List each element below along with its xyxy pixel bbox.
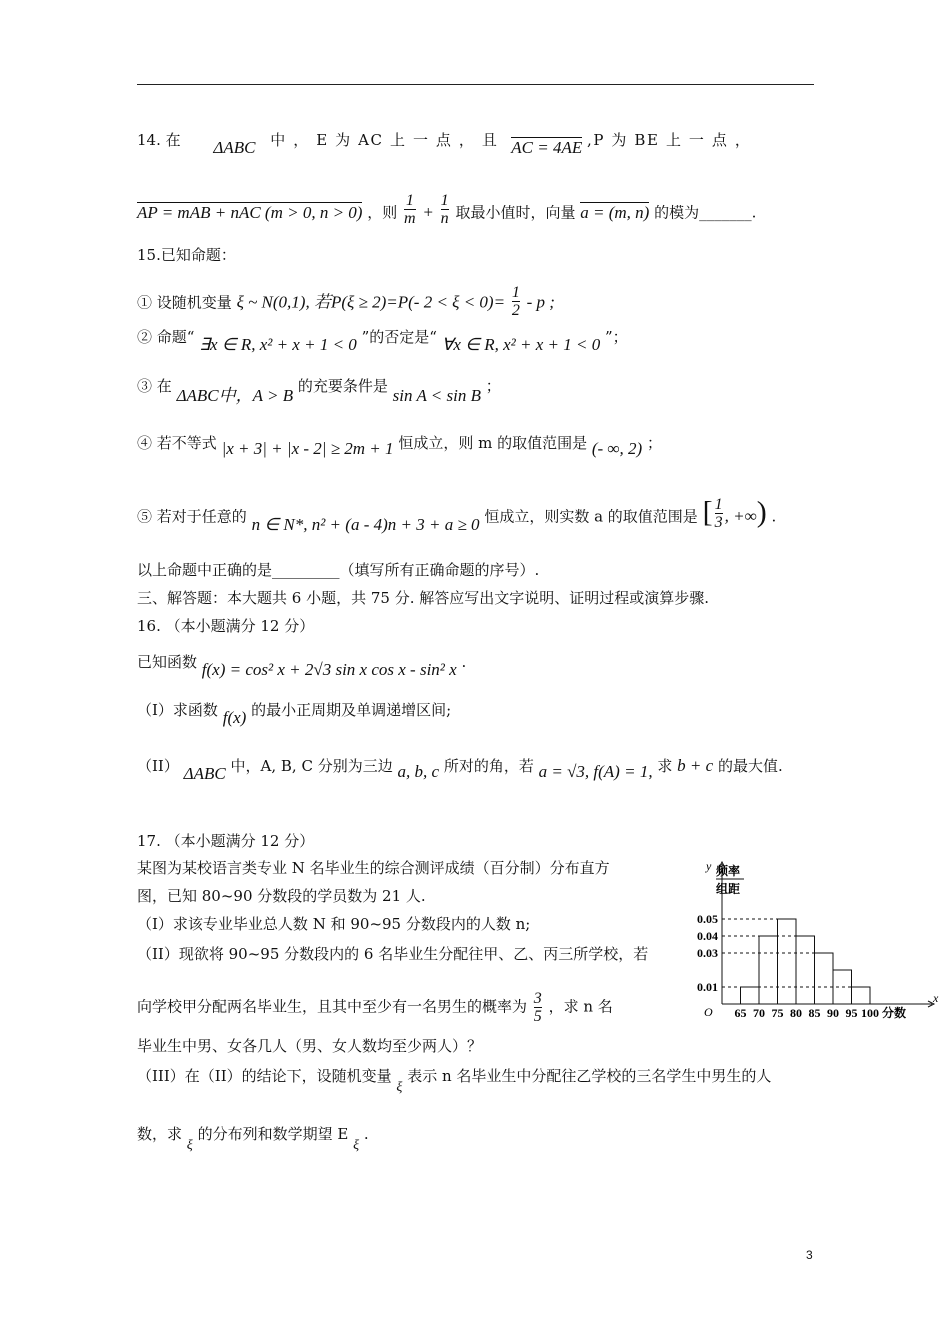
triangle-abc: ΔABC bbox=[183, 764, 226, 783]
q16-text: 求 bbox=[657, 757, 673, 775]
item-text: ① 设随机变量 bbox=[137, 293, 232, 312]
q14-line2 bbox=[137, 192, 757, 231]
y-tick-label: 0.04 bbox=[697, 929, 718, 943]
q16-text: （I）求函数 bbox=[137, 701, 218, 719]
vector-ap-equation: AP = mAB + nAC (m > 0, n > 0) bbox=[137, 202, 363, 222]
q16-line1 bbox=[137, 652, 467, 679]
given-condition: a = √3, f(A) = 1, bbox=[538, 762, 653, 781]
q17-heading: 17. （本小题满分 12 分） bbox=[137, 832, 315, 850]
item-text: 恒成立，则 m 的取值范围是 bbox=[398, 434, 588, 452]
function-definition: f(x) = cos² x + 2√3 sin x cos x - sin² x bbox=[201, 660, 457, 679]
y-label-bottom: 组距 bbox=[716, 882, 741, 896]
y-tick-label: 0.03 bbox=[697, 946, 718, 960]
item-text: ； bbox=[647, 434, 663, 452]
histogram-bar-80 bbox=[796, 936, 815, 1004]
item-math: n ∈ N*, n² + (a - 4)n + 3 + a ≥ 0 bbox=[251, 514, 480, 534]
y-tick-label: 0.01 bbox=[697, 980, 718, 994]
item-math: |x + 3| + |x - 2| ≥ 2m + 1 bbox=[221, 439, 394, 458]
right-paren: ) bbox=[756, 495, 767, 529]
q15-item2 bbox=[137, 327, 628, 354]
item-math: ξ ~ N(0,1), 若P(ξ ≥ 2)=P(- 2 < ξ < 0)= bbox=[236, 292, 506, 312]
fraction-1-3: $\frac{1}{3}$ bbox=[714, 496, 723, 531]
origin-label: O bbox=[704, 1005, 713, 1019]
q17-text: 向学校甲分配两名毕业生，且其中至少有一名男生的概率为 bbox=[137, 997, 528, 1016]
q14-answer-blank: 的模为_______. bbox=[654, 203, 757, 222]
x-tick-label: 90 bbox=[827, 1006, 839, 1020]
q16-text: . bbox=[461, 653, 467, 671]
q15-item1 bbox=[137, 286, 555, 321]
xi-symbol: ξ bbox=[186, 1138, 193, 1153]
item-math: ΔABC中，A > B bbox=[176, 386, 294, 405]
item-text: ”的否定是“ bbox=[361, 328, 437, 346]
x-tick-label: 80 bbox=[790, 1006, 802, 1020]
q16-part1 bbox=[137, 700, 452, 727]
histogram-bar-70 bbox=[759, 936, 778, 1004]
q17-text: ，求 n 名 bbox=[548, 997, 613, 1016]
target-sum: b + c bbox=[677, 756, 714, 775]
header-rule bbox=[137, 84, 814, 85]
x-tick-label: 85 bbox=[808, 1006, 821, 1020]
q16-text: （II） bbox=[137, 757, 179, 775]
q17-line1: 某图为某校语言类专业 N 名毕业生的综合测评成绩（百分制）分布直方 bbox=[137, 859, 610, 877]
q17-line3: （I）求该专业毕业总人数 N 和 90~95 分数段内的人数 n; bbox=[137, 915, 531, 933]
x-axis-letter: x bbox=[933, 991, 939, 1005]
q14-line1 bbox=[137, 130, 752, 157]
function-fx: f(x) bbox=[222, 708, 247, 727]
item-text: . bbox=[771, 507, 777, 526]
y-tick-label: 0.05 bbox=[697, 912, 718, 926]
fraction-1-over-m: $\frac{1}{m}$ bbox=[404, 192, 416, 227]
q15-item5 bbox=[137, 495, 777, 535]
x-tick-label: 75 bbox=[771, 1006, 784, 1020]
q17-text: . bbox=[363, 1125, 369, 1143]
q17-line4: （II）现欲将 90~95 分数段内的 6 名毕业生分配往甲、乙、丙三所学校，若 bbox=[137, 945, 649, 963]
x-tick-label: 95 bbox=[845, 1006, 858, 1020]
xi-symbol: ξ bbox=[353, 1138, 360, 1153]
q16-text: 的最大值. bbox=[717, 757, 783, 775]
q17-text: （III）在（II）的结论下，设随机变量 bbox=[137, 1067, 392, 1085]
x-tick-label: 70 bbox=[753, 1006, 765, 1020]
q17-text: 表示 n 名毕业生中分配往乙学校的三名学生中男生的人 bbox=[407, 1067, 772, 1085]
x-tick-label: 100 bbox=[861, 1006, 879, 1020]
q17-line5 bbox=[137, 990, 613, 1025]
q15-answer: 以上命题中正确的是_________（填写所有正确命题的序号）. bbox=[137, 561, 540, 579]
item-math: , +∞ bbox=[724, 506, 757, 526]
item-math: ∀x ∈ R, x² + x + 1 < 0 bbox=[441, 335, 601, 354]
item-text: ”； bbox=[604, 328, 628, 346]
q14-text: ,P 为 BE 上 一 点 ， bbox=[587, 131, 752, 149]
y-label-top: 频率 bbox=[716, 864, 741, 878]
histogram-bar-65 bbox=[741, 987, 760, 1004]
fraction-1-over-n: $\frac{1}{n}$ bbox=[440, 192, 449, 227]
q17-text: 数，求 bbox=[137, 1125, 183, 1143]
item-text: ③ 在 bbox=[137, 377, 172, 395]
item-math: (- ∞, 2) bbox=[591, 439, 643, 458]
q14-text: 取最小值时，向量 bbox=[455, 203, 576, 222]
item-math: sin A < sin B bbox=[392, 386, 481, 405]
q14-text: 中 ， E 为 AC 上 一 点 ， 且 bbox=[270, 131, 499, 149]
fraction-3-5: $\frac{3}{5}$ bbox=[533, 990, 542, 1025]
q14-text: ，则 bbox=[367, 203, 398, 222]
q17-text: 的分布列和数学期望 E bbox=[197, 1125, 349, 1143]
item-text: ； bbox=[485, 377, 501, 395]
q15-item4 bbox=[137, 433, 663, 458]
page-number: 3 bbox=[806, 1248, 813, 1262]
q17-line8 bbox=[137, 1124, 369, 1153]
section-three-heading: 三、解答题：本大题共 6 小题，共 75 分. 解答应写出文字说明、证明过程或演算步骤. bbox=[137, 589, 710, 607]
q16-heading: 16. （本小题满分 12 分） bbox=[137, 617, 315, 635]
fraction-1-2: $\frac{1}{2}$ bbox=[511, 284, 520, 319]
q16-text: 中，A, B, C 分别为三边 bbox=[230, 757, 393, 775]
histogram-chart bbox=[670, 858, 942, 1028]
item-text: ② 命题“ bbox=[137, 328, 195, 346]
left-bracket: [ bbox=[702, 495, 713, 529]
item-text: 的充要条件是 bbox=[297, 377, 388, 395]
x-tick-label: 65 bbox=[734, 1006, 747, 1020]
histogram-bar-85 bbox=[815, 953, 834, 1004]
q16-text: 已知函数 bbox=[137, 653, 198, 671]
item-math: ∃x ∈ R, x² + x + 1 < 0 bbox=[199, 335, 357, 354]
triangle-abc: ΔABC bbox=[213, 138, 256, 157]
plus-sign: + bbox=[422, 202, 434, 222]
vector-a: a = (m, n) bbox=[580, 202, 650, 222]
q16-part2 bbox=[137, 756, 783, 783]
q16-text: 所对的角，若 bbox=[443, 757, 534, 775]
sides-abc: a, b, c bbox=[397, 762, 440, 781]
q17-line6: 毕业生中男、女各几人（男、女人数均至少两人）？ bbox=[137, 1037, 483, 1055]
q15-item3 bbox=[137, 376, 501, 405]
item-text: ⑤ 若对于任意的 bbox=[137, 507, 247, 526]
xi-symbol: ξ bbox=[396, 1080, 403, 1095]
y-axis-letter: y bbox=[706, 859, 712, 873]
x-axis-label: 分数 bbox=[882, 1006, 907, 1020]
item-text: ④ 若不等式 bbox=[137, 434, 217, 452]
vector-equation: AC = 4AE bbox=[511, 138, 583, 157]
q17-line2: 图，已知 80~90 分数段的学员数为 21 人. bbox=[137, 887, 426, 905]
q14-text: 14. 在 bbox=[137, 131, 181, 149]
q17-line7 bbox=[137, 1066, 772, 1095]
q16-text: 的最小正周期及单调递增区间; bbox=[251, 701, 452, 719]
item-math: - p ; bbox=[526, 292, 555, 312]
histogram-bar-95 bbox=[852, 987, 871, 1004]
q15-title: 15.已知命题： bbox=[137, 246, 236, 264]
item-text: 恒成立，则实数 a 的取值范围是 bbox=[484, 507, 698, 526]
histogram-bar-75 bbox=[778, 919, 797, 1004]
